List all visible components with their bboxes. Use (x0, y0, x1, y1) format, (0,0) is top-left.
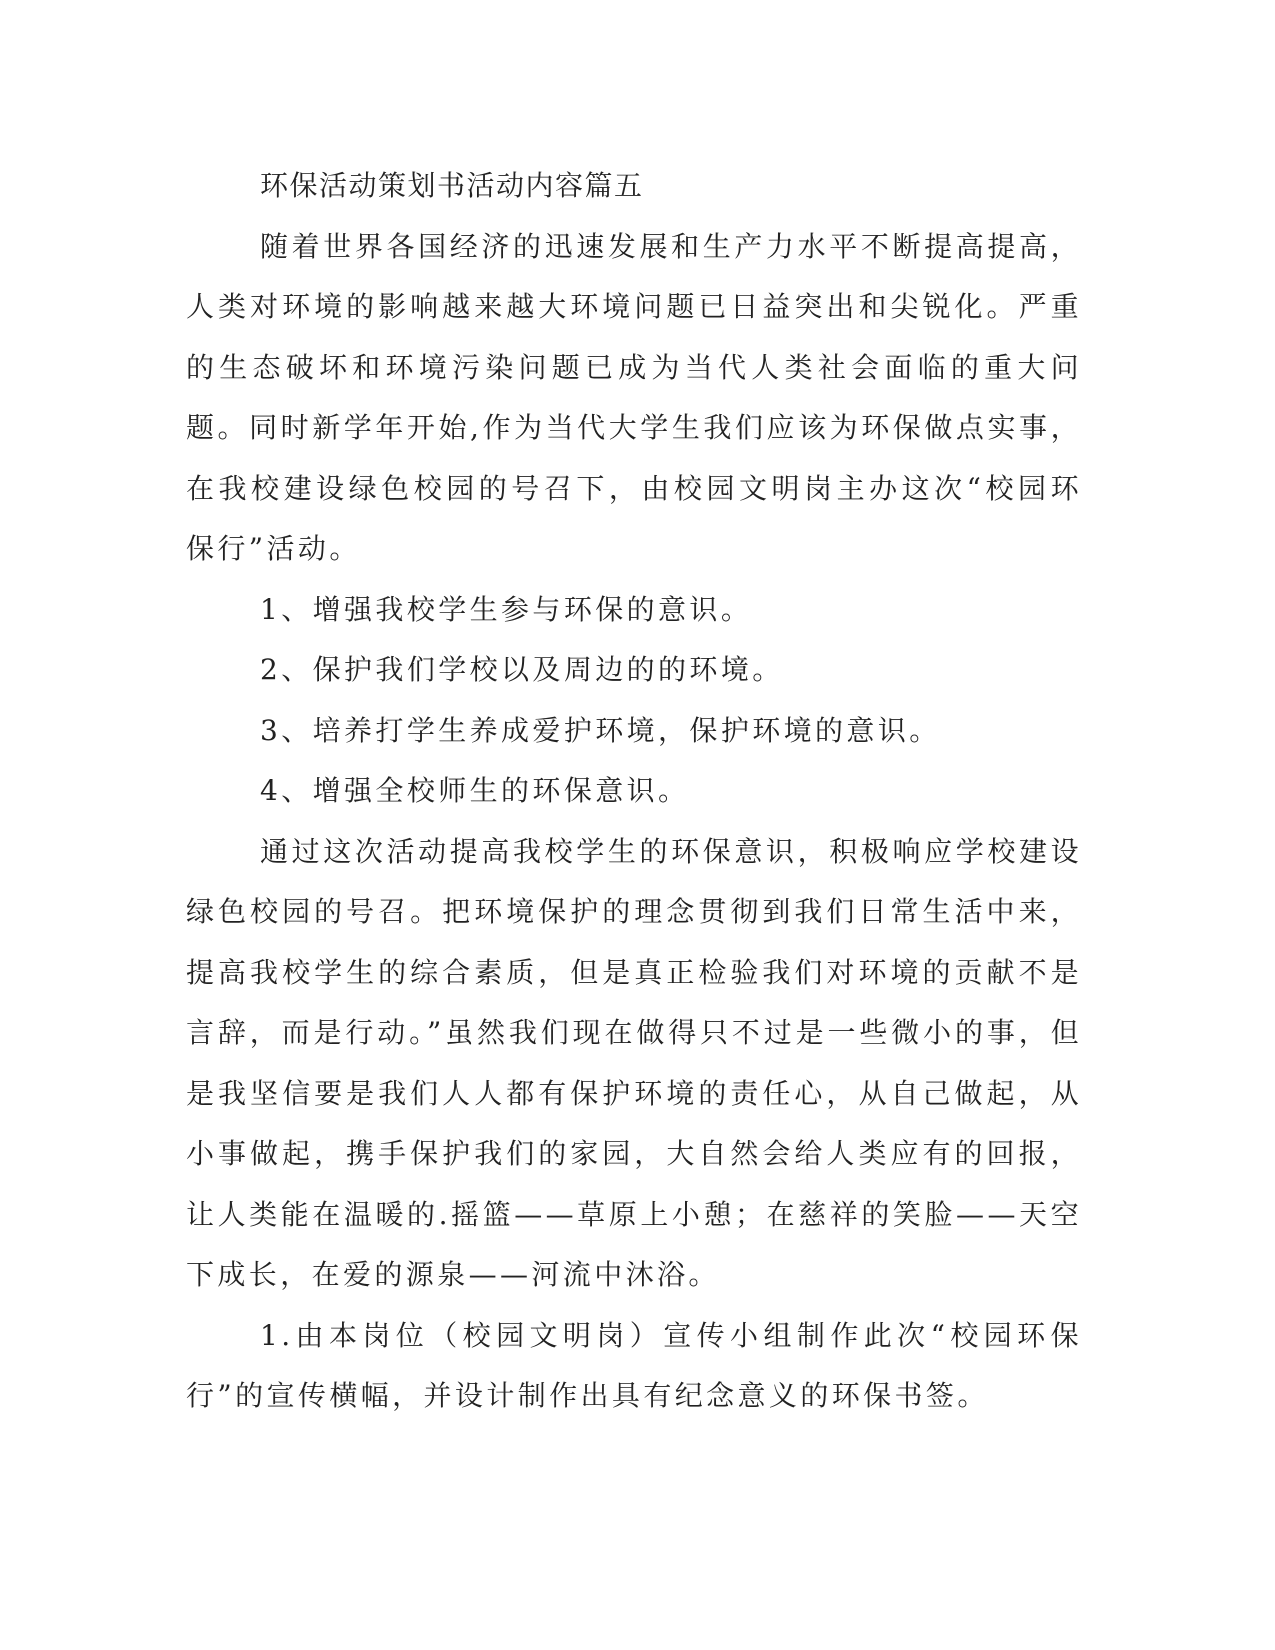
goal-item: 1、增强我校学生参与环保的意识。 (260, 592, 753, 626)
document-page (186, 156, 1082, 1427)
goal-item: 2、保护我们学校以及周边的的环境。 (260, 653, 784, 686)
step-paragraph: 1.由本岗位（校园文明岗）宣传小组制作此次“校园环保行”的宣传横幅，并设计制作出具有纪念意义的环保书签。 (186, 1318, 1082, 1412)
significance-paragraph: 通过这次活动提高我校学生的环保意识，积极响应学校建设绿色校园的号召。把环境保护的理念贯彻到我们日常生活中来，提高我校学生的综合素质，但是真正检验我们对环境的贡献不是言辞，而是行动。”虽然我们现在做得只不过是一些微小的事，但是我坚信要是我们人人都有保护环境的责任心，从自己做起，从小事做起，携手保护我们的家园，大自然会给人类应有的回报，让人类能在温暖的.摇篮——草原上小憩；在慈祥的笑脸——天空下成长，在爱的源泉——河流中沐浴。 (186, 834, 1082, 1291)
document-title: 环保活动策划书活动内容篇五 (260, 169, 644, 202)
goal-item: 4、增强全校师生的环保意识。 (260, 774, 690, 807)
intro-paragraph: 随着世界各国经济的迅速发展和生产力水平不断提高提高，人类对环境的影响越来越大环境问题已日益突出和尖锐化。严重的生态破坏和环境污染问题已成为当代人类社会面临的重大问题。同时新学年开始,作为当代大学生我们应该为环保做点实事，在我校建设绿色校园的号召下，由校园文明岗主办这次“校园环保行”活动。 (186, 229, 1082, 565)
goal-item: 3、培养打学生养成爱护环境，保护环境的意识。 (260, 713, 941, 747)
